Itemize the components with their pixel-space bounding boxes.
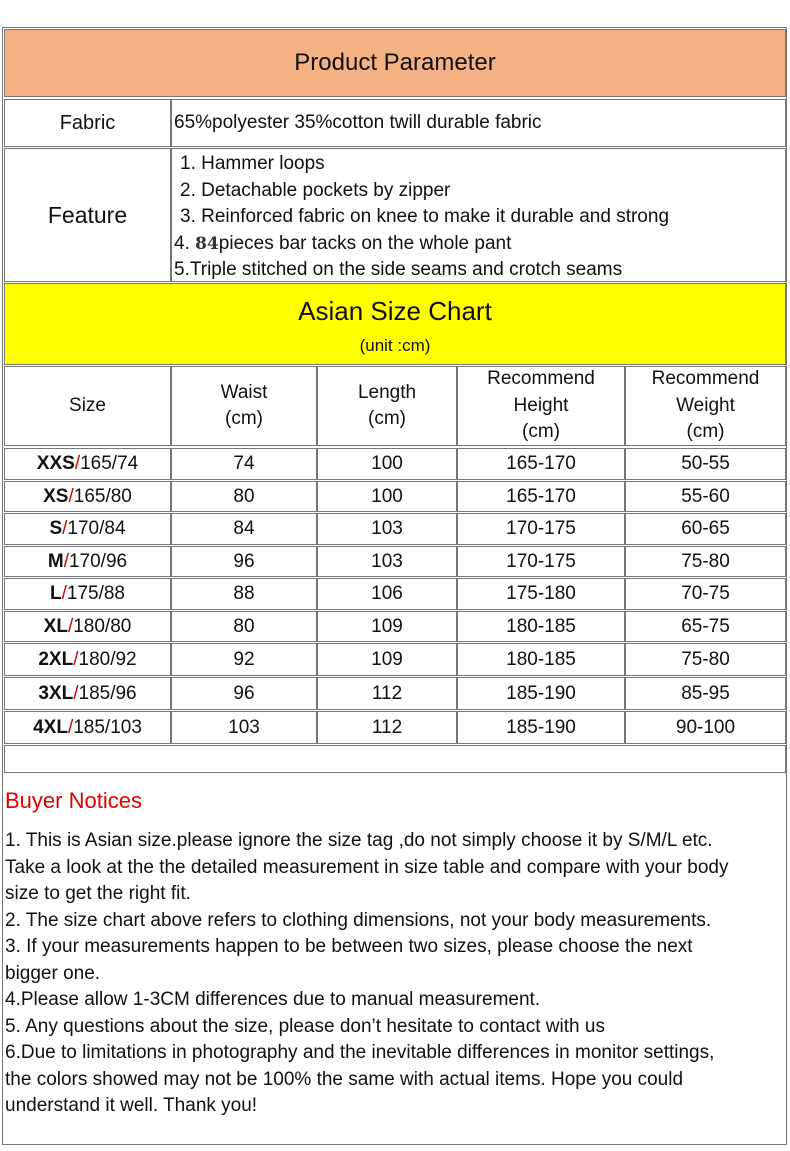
fabric-value: 65%polyester 35%cotton twill durable fabric xyxy=(174,112,542,133)
size-separator: / xyxy=(67,615,74,637)
height-value: 180-185 xyxy=(506,615,576,637)
buyer-notices-text xyxy=(5,828,785,1120)
waist-value: 80 xyxy=(233,615,255,637)
size-spec: 170/84 xyxy=(67,518,126,539)
weight-value: 65-75 xyxy=(681,615,730,637)
size-chart-unit: (unit :cm) xyxy=(359,336,431,355)
size-cell xyxy=(4,711,171,744)
waist-cell xyxy=(171,546,317,577)
notice-line: 3. If your measurements happen to be between two sizes, please choose the next xyxy=(5,936,693,957)
column-header-line: Recommend xyxy=(487,368,595,390)
waist-column-header xyxy=(171,366,317,446)
feature-item-prefix: 4. xyxy=(174,232,196,254)
weight-cell xyxy=(625,711,786,744)
height-cell xyxy=(457,578,625,610)
length-cell xyxy=(317,546,457,577)
size-cell xyxy=(4,546,171,577)
waist-value: 80 xyxy=(233,485,255,507)
size-separator: / xyxy=(73,648,79,670)
feature-item: 5.Triple stitched on the side seams and crotch seams xyxy=(174,259,623,280)
fabric-label-cell xyxy=(4,99,171,147)
feature-item xyxy=(174,231,785,258)
feature-label-cell xyxy=(4,148,171,282)
size-spec: 180/80 xyxy=(73,615,132,637)
size-spec: 170/96 xyxy=(68,550,128,572)
height-value: 185-190 xyxy=(506,716,576,738)
column-header-line: (cm) xyxy=(368,408,406,429)
waist-cell xyxy=(171,578,317,610)
feature-item: 3. Reinforced fabric on knee to make it durable and strong xyxy=(180,206,670,227)
weight-value: 85-95 xyxy=(681,682,730,704)
length-column-header xyxy=(317,366,457,446)
notice-line: 1. This is Asian size.please ignore the size tag ,do not simply choose it by S/M/L etc. xyxy=(5,830,713,851)
waist-value: 74 xyxy=(233,453,255,474)
length-value: 100 xyxy=(371,453,403,474)
length-value: 106 xyxy=(371,583,403,604)
height-cell xyxy=(457,711,625,744)
notice-line: 4.Please allow 1-3CM differences due to manual measurement. xyxy=(5,989,541,1010)
size-spec: 185/96 xyxy=(78,682,137,704)
height-cell xyxy=(457,448,625,480)
notice-line: 6.Due to limitations in photography and the inevitable differences in monitor settings, xyxy=(5,1042,715,1063)
size-separator: / xyxy=(62,518,68,539)
column-header-line: (cm) xyxy=(686,421,725,443)
size-cell xyxy=(4,677,171,710)
size-cell xyxy=(4,481,171,512)
product-parameter-header xyxy=(4,29,786,97)
fabric-label: Fabric xyxy=(59,111,116,134)
notice-line: Take a look at the the detailed measurement in size table and compare with your body xyxy=(5,856,729,878)
notice-line: understand it well. Thank you! xyxy=(5,1095,258,1116)
feature-item: 2. Detachable pockets by zipper xyxy=(180,179,451,201)
weight-cell xyxy=(625,578,786,610)
notice-line: 2. The size chart above refers to clothing dimensions, not your body measurements. xyxy=(5,909,712,931)
size-code: M xyxy=(47,550,64,572)
size-code: 2XL xyxy=(38,648,74,670)
size-column-header xyxy=(4,366,171,446)
height-value: 170-175 xyxy=(506,550,576,572)
height-value: 175-180 xyxy=(506,583,576,604)
size-cell xyxy=(4,643,171,676)
size-separator: / xyxy=(61,583,67,604)
column-header-line: Length xyxy=(357,381,417,403)
waist-value: 92 xyxy=(233,648,255,670)
height-cell xyxy=(457,481,625,512)
length-value: 103 xyxy=(371,518,403,539)
waist-value: 96 xyxy=(233,682,255,704)
weight-column-header xyxy=(625,366,786,446)
height-value: 170-175 xyxy=(506,518,576,539)
size-cell xyxy=(4,611,171,642)
length-cell xyxy=(317,448,457,480)
waist-cell xyxy=(171,711,317,744)
bar-tack-count: 84 xyxy=(195,233,219,254)
weight-value: 90-100 xyxy=(675,716,736,738)
column-header-line: Weight xyxy=(676,394,735,416)
column-header-line: Recommend xyxy=(651,368,760,390)
size-code: 3XL xyxy=(38,682,74,704)
length-value: 100 xyxy=(371,485,403,507)
size-separator: / xyxy=(73,682,79,704)
length-cell xyxy=(317,711,457,744)
weight-cell xyxy=(625,611,786,642)
length-value: 109 xyxy=(371,615,403,637)
length-value: 109 xyxy=(371,648,403,670)
size-separator: / xyxy=(68,485,74,507)
weight-value: 70-75 xyxy=(681,583,730,604)
size-code: XS xyxy=(43,485,69,507)
weight-value: 55-60 xyxy=(681,485,730,507)
notice-line: 5. Any questions about the size, please don’t hesitate to contact with us xyxy=(5,1015,605,1037)
height-cell xyxy=(457,513,625,545)
length-cell xyxy=(317,578,457,610)
table-spacer-row xyxy=(4,745,786,773)
size-cell xyxy=(4,578,171,610)
size-chart-header xyxy=(4,283,786,365)
length-value: 112 xyxy=(371,716,403,738)
height-cell xyxy=(457,546,625,577)
height-column-header xyxy=(457,366,625,446)
size-separator: / xyxy=(74,453,81,474)
waist-cell xyxy=(171,677,317,710)
weight-cell xyxy=(625,481,786,512)
size-code: 4XL xyxy=(33,716,68,738)
weight-cell xyxy=(625,677,786,710)
waist-value: 84 xyxy=(233,518,255,539)
column-header-line: Height xyxy=(513,394,569,416)
height-cell xyxy=(457,677,625,710)
size-code: XXS xyxy=(36,453,75,474)
size-spec: 180/92 xyxy=(78,648,137,670)
length-value: 112 xyxy=(371,682,403,704)
height-cell xyxy=(457,611,625,642)
waist-cell xyxy=(171,513,317,545)
buyer-notices-title: Buyer Notices xyxy=(5,788,142,813)
size-spec: 165/80 xyxy=(73,485,132,507)
feature-list xyxy=(171,148,786,282)
weight-value: 60-65 xyxy=(681,518,730,539)
length-value: 103 xyxy=(371,550,403,572)
feature-item-text: pieces bar tacks on the whole pant xyxy=(218,232,512,254)
size-cell xyxy=(4,513,171,545)
notice-line: size to get the right fit. xyxy=(5,883,191,904)
column-header-line: Waist xyxy=(220,381,268,403)
column-header-line: (cm) xyxy=(225,408,263,429)
feature-label: Feature xyxy=(47,201,128,228)
weight-cell xyxy=(625,643,786,676)
size-separator: / xyxy=(63,550,69,572)
size-cell xyxy=(4,448,171,480)
size-spec: 175/88 xyxy=(66,583,125,604)
size-spec: 185/103 xyxy=(73,716,142,738)
waist-cell xyxy=(171,643,317,676)
waist-cell xyxy=(171,611,317,642)
waist-cell xyxy=(171,448,317,480)
size-code: S xyxy=(49,518,63,539)
height-value: 165-170 xyxy=(506,453,576,474)
length-cell xyxy=(317,643,457,676)
weight-value: 50-55 xyxy=(681,453,730,474)
size-code: L xyxy=(49,583,62,604)
size-spec: 165/74 xyxy=(80,453,139,474)
length-cell xyxy=(317,481,457,512)
waist-value: 88 xyxy=(233,583,255,604)
waist-cell xyxy=(171,481,317,512)
waist-value: 96 xyxy=(233,550,255,572)
height-value: 165-170 xyxy=(506,485,576,507)
weight-cell xyxy=(625,448,786,480)
height-value: 185-190 xyxy=(506,682,576,704)
length-cell xyxy=(317,677,457,710)
feature-item: 1. Hammer loops xyxy=(180,153,325,174)
weight-cell xyxy=(625,513,786,545)
weight-value: 75-80 xyxy=(681,648,730,670)
size-code: XL xyxy=(43,615,68,637)
column-header-line: (cm) xyxy=(522,421,560,443)
height-value: 180-185 xyxy=(506,648,576,670)
length-cell xyxy=(317,513,457,545)
notice-line: bigger one. xyxy=(5,962,101,984)
fabric-value-cell xyxy=(171,99,786,147)
waist-value: 103 xyxy=(228,716,260,738)
length-cell xyxy=(317,611,457,642)
weight-value: 75-80 xyxy=(681,550,730,572)
notice-line: the colors showed may not be 100% the same with actual items. Hope you could xyxy=(5,1068,684,1090)
size-chart-title: Asian Size Chart xyxy=(298,296,492,326)
product-parameter-title: Product Parameter xyxy=(294,49,496,76)
size-separator: / xyxy=(67,716,74,738)
column-header-line: Size xyxy=(69,394,106,416)
weight-cell xyxy=(625,546,786,577)
height-cell xyxy=(457,643,625,676)
